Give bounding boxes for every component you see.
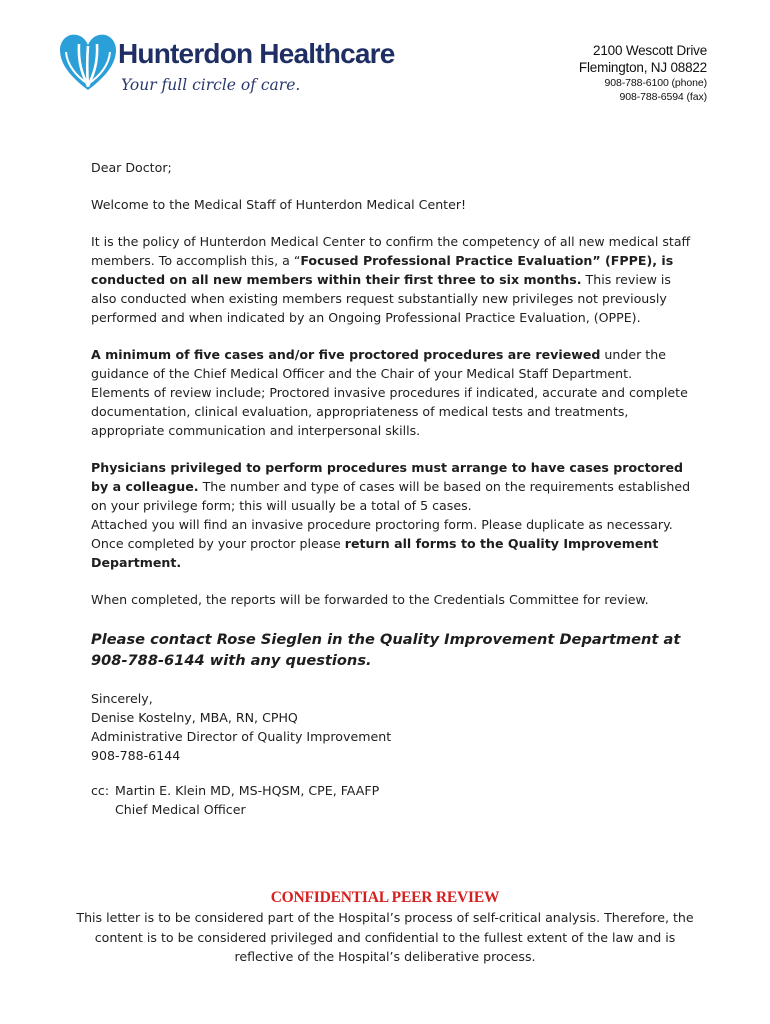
confidential-title: CONFIDENTIAL PEER REVIEW xyxy=(270,889,500,906)
signer-name: Denise Kostelny, MBA, RN, CPHQ xyxy=(91,710,298,725)
contact-notice: Please contact Rose Sieglen in the Quality Improvement Department at 908-788-6144 with any questions. xyxy=(91,631,681,669)
cc-block xyxy=(91,781,691,819)
paragraph-proctoring-text: The number and type of cases will be based on the requirements established on your privilege form; this will usually be a total of 5 cases. xyxy=(91,479,691,513)
paragraph-review xyxy=(91,345,691,440)
logo-tagline: Your full circle of care. xyxy=(121,76,301,94)
paragraph-proctoring xyxy=(91,458,691,572)
signer-phone: 908-788-6144 xyxy=(91,748,181,763)
confidential-notice xyxy=(0,888,770,967)
paragraph-proctoring-bold: Physicians privileged to perform procedures must arrange to have cases proctored by a colleague. xyxy=(91,460,684,494)
signer-title: Administrative Director of Quality Improvement xyxy=(91,729,392,744)
paragraph-completed: When completed, the reports will be forwarded to the Credentials Committee for review. xyxy=(91,592,649,607)
address-block xyxy=(579,42,707,104)
greeting: Dear Doctor; xyxy=(91,160,172,175)
hunterdon-logo xyxy=(58,32,418,102)
heart-leaf-logo-icon xyxy=(58,32,118,92)
paragraph-proctoring-text-2: Attached you will find an invasive procedure proctoring form. Please duplicate as necessary. Once completed by your proctor please xyxy=(91,517,673,551)
closing: Sincerely, xyxy=(91,691,153,706)
address-street: 2100 Wescott Drive xyxy=(593,43,707,58)
cc-label: cc: xyxy=(91,783,110,798)
address-fax: 908-788-6594 (fax) xyxy=(619,91,707,103)
logo-name: Hunterdon Healthcare xyxy=(118,38,395,69)
paragraph-review-text: under the guidance of the Chief Medical Officer and the Chair of your Medical Staff Department. Elements of review include; Proctored invasive procedures if indicated, accurate and complete documentation, clinical evaluation, appropriateness of medical tests and treatments, appropriate communication and interpersonal skills. xyxy=(91,347,688,438)
address-city: Flemington, NJ 08822 xyxy=(578,60,707,75)
cc-row xyxy=(91,781,691,800)
paragraph-review-bold: A minimum of five cases and/or five proctored procedures are reviewed xyxy=(91,347,601,362)
cc-title: Chief Medical Officer xyxy=(115,802,246,817)
paragraph-fppe-text-1: It is the policy of Hunterdon Medical Center to confirm the competency of all new medical staff members. To accomplish this, a “ xyxy=(91,234,691,268)
paragraph-fppe-text-2: This review is also conducted when existing members request substantially new privileges not previously performed and when indicated by an Ongoing Professional Practice Evaluation, (OPPE). xyxy=(91,272,671,325)
paragraph-fppe-bold: Focused Professional Practice Evaluation” (FPPE), is conducted on all new members within their first three to six months. xyxy=(91,253,674,287)
paragraph-fppe xyxy=(91,232,691,327)
letter-body xyxy=(91,158,691,819)
cc-name: Martin E. Klein MD, MS-HQSM, CPE, FAAFP xyxy=(115,783,380,798)
paragraph-proctoring-bold-2: return all forms to the Quality Improvement Department. xyxy=(91,536,659,570)
signature-block xyxy=(91,689,691,819)
address-phone: 908-788-6100 (phone) xyxy=(604,77,707,89)
confidential-text: This letter is to be considered part of the Hospital’s process of self-critical analysis. Therefore, the content is to be considered privileged and confidential to the fullest extent of the law and is reflective of the Hospital’s deliberative process. xyxy=(76,910,694,964)
welcome-line: Welcome to the Medical Staff of Hunterdon Medical Center! xyxy=(91,197,467,212)
